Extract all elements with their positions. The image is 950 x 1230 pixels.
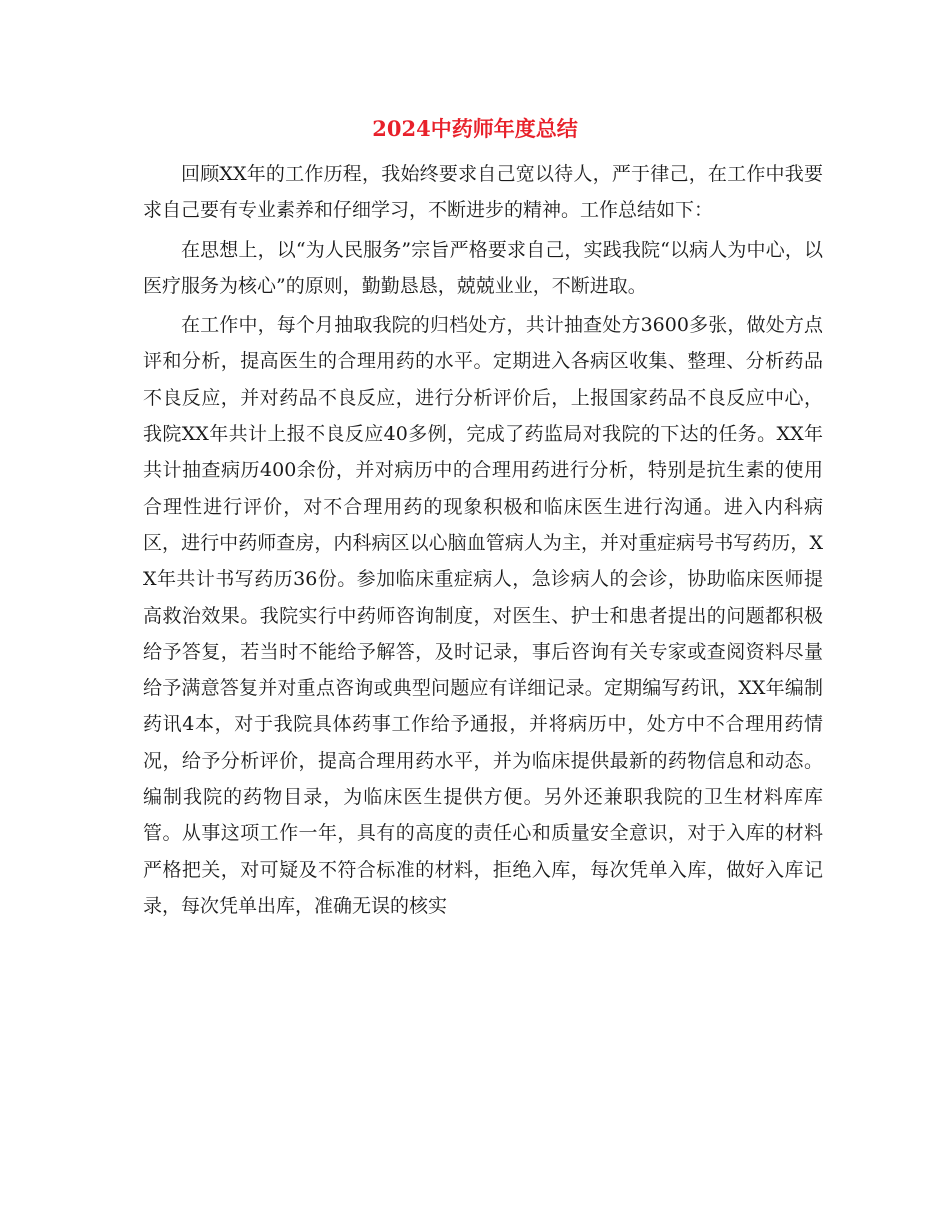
paragraph-intro: 回顾XX年的工作历程，我始终要求自己宽以待人，严于律己，在工作中我要求自己要有专业素养和仔细学习，不断进步的精神。工作总结如下： [143,163,823,222]
paragraph-ideology: 在思想上，以“为人民服务”宗旨严格要求自己，实践我院“以病人为中心，以医疗服务为核心”的原则，勤勤恳恳，兢兢业业，不断进取。 [143,238,823,297]
document-body [143,156,823,927]
document-title: 2024中药师年度总结 [372,116,578,141]
paragraph-work: 在工作中，每个月抽取我院的归档处方，共计抽查处方3600多张，做处方点评和分析，提高医生的合理用药的水平。定期进入各病区收集、整理、分析药品不良反应，并对药品不良反应，进行分析评价后，上报国家药品不良反应中心，我院XX年共计上报不良反应40多例，完成了药监局对我院的下达的任务。XX年共计抽查病历400余份，并对病历中的合理用药进行分析，特别是抗生素的使用合理性进行评价，对不合理用药的现象积极和临床医生进行沟通。进入内科病区，进行中药师查房，内科病区以心脑血管病人为主，并对重症病号书写药历，XX年共计书写药历36份。参加临床重症病人，急诊病人的会诊，协助临床医师提高救治效果。我院实行中药师咨询制度，对医生、护士和患者提出的问题都积极给予答复，若当时不能给予解答，及时记录，事后咨询有关专家或查阅资料尽量给予满意答复并对重点咨询或典型问题应有详细记录。定期编写药讯，XX年编制药讯4本，对于我院具体药事工作给予通报，并将病历中，处方中不合理用药情况，给予分析评价，提高合理用药水平，并为临床提供最新的药物信息和动态。编制我院的药物目录，为临床医生提供方便。另外还兼职我院的卫生材料库库管。从事这项工作一年，具有的高度的责任心和质量安全意识，对于入库的材料严格把关，对可疑及不符合标准的材料，拒绝入库，每次凭单入库，做好入库记录，每次凭单出库，准确无误的核实 [143,314,823,917]
